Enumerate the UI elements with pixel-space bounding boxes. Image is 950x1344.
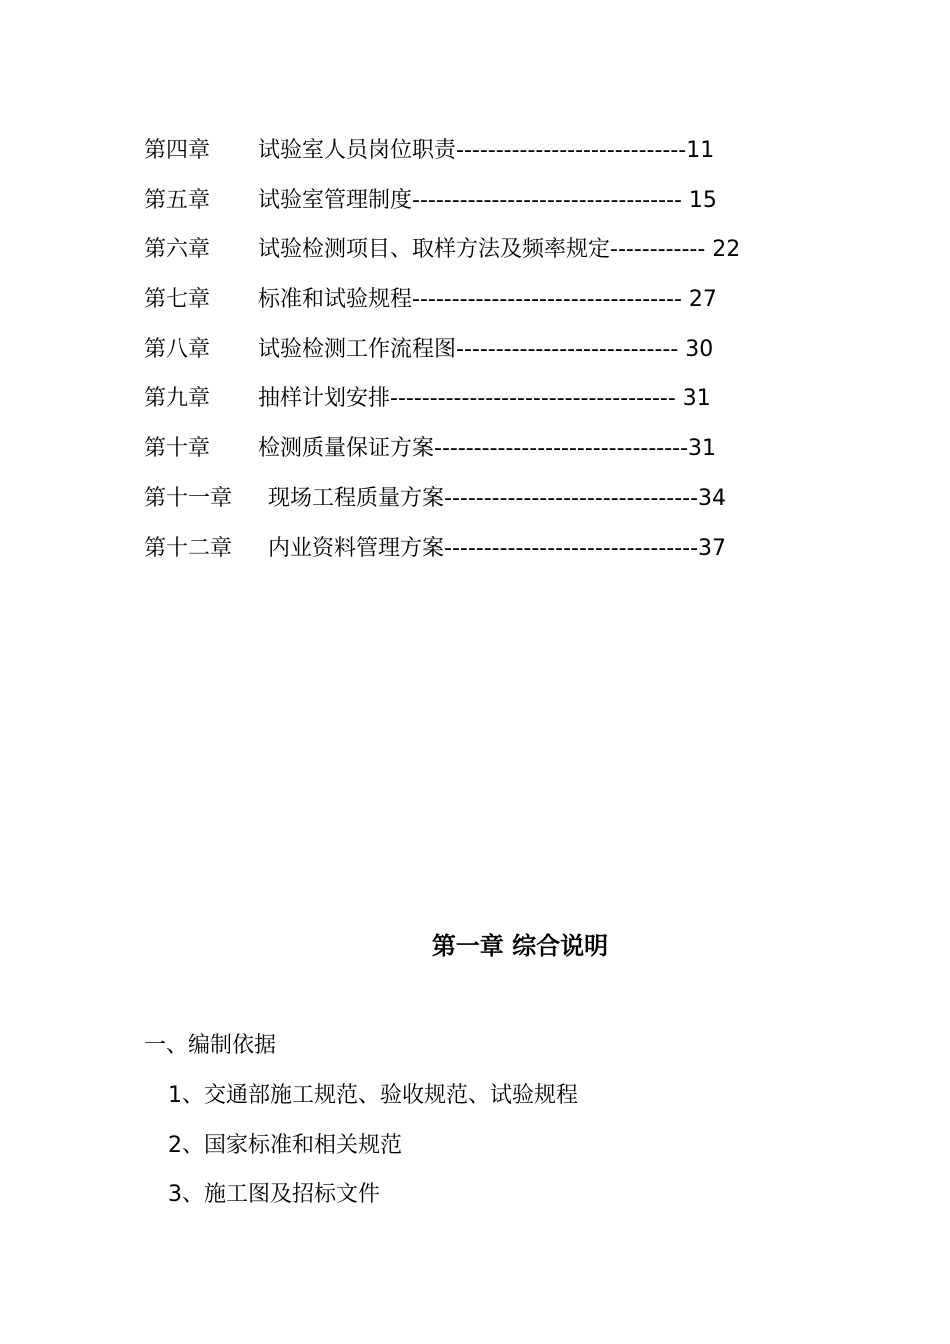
toc-leader: ------------------------------------ <box>390 386 683 412</box>
toc-chapter-number: 第六章 <box>144 237 211 263</box>
toc-chapter-title: 现场工程质量方案--------------------------------34 <box>268 485 727 511</box>
toc-chapter-number: 第十章 <box>144 436 211 462</box>
toc-chapter-title: 试验检测项目、取样方法及频率规定------------ 22 <box>258 237 741 263</box>
toc-chapter-number: 第四章 <box>144 138 211 163</box>
toc-entry[interactable] <box>144 382 844 432</box>
section-heading: 一、编制依据 <box>144 1033 277 1058</box>
toc-chapter-number: 第十二章 <box>144 535 233 561</box>
toc-entry[interactable] <box>144 532 844 582</box>
toc-page-number: 11 <box>686 138 715 163</box>
list-item: 3、施工图及招标文件 <box>168 1182 380 1207</box>
toc-leader: -------------------------------- <box>444 535 699 561</box>
toc-chapter-title: 试验室管理制度---------------------------------- 15 <box>258 187 717 213</box>
toc-entry[interactable] <box>144 184 844 234</box>
toc-chapter-number: 第八章 <box>144 336 211 362</box>
list-item: 2、国家标准和相关规范 <box>168 1132 402 1158</box>
toc-entry[interactable] <box>144 482 844 532</box>
toc-leader: ---------------------------------- <box>412 187 689 213</box>
toc-leader: -------------------------------- <box>434 436 689 462</box>
toc-page-number: 22 <box>712 237 741 263</box>
toc-chapter-number: 第九章 <box>144 386 211 412</box>
toc-leader: -------------------------------- <box>444 485 699 511</box>
toc-entry[interactable] <box>144 233 844 283</box>
toc-page-number: 15 <box>688 187 717 213</box>
toc-page-number: 30 <box>685 336 714 362</box>
toc-leader: ----------------------------- <box>456 138 687 163</box>
toc-leader: ---------------------------- <box>456 336 686 362</box>
toc-chapter-title: 标准和试验规程---------------------------------- 27 <box>258 287 717 313</box>
toc-page-number: 31 <box>688 436 717 462</box>
toc-chapter-title: 检测质量保证方案--------------------------------31 <box>258 436 717 462</box>
table-of-contents <box>144 134 844 581</box>
chapter-heading: 第一章 综合说明 <box>431 932 609 960</box>
toc-page-number: 37 <box>698 535 727 561</box>
toc-page-number: 31 <box>682 386 711 412</box>
list-item: 1、交通部施工规范、验收规范、试验规程 <box>168 1083 578 1108</box>
toc-chapter-title: 抽样计划安排------------------------------------ 31 <box>258 386 711 412</box>
toc-page-number: 34 <box>698 485 727 511</box>
toc-chapter-title: 试验室人员岗位职责-----------------------------11 <box>258 138 715 163</box>
toc-chapter-number: 第五章 <box>144 187 211 213</box>
toc-chapter-number: 第十一章 <box>144 485 233 511</box>
toc-chapter-title: 内业资料管理方案--------------------------------37 <box>268 535 727 561</box>
section-basis <box>144 1028 578 1227</box>
toc-entry[interactable] <box>144 283 844 333</box>
toc-entry[interactable] <box>144 432 844 482</box>
toc-leader: ------------ <box>610 237 713 263</box>
toc-entry[interactable] <box>144 134 844 184</box>
toc-entry[interactable] <box>144 333 844 383</box>
toc-leader: ---------------------------------- <box>412 287 689 313</box>
toc-chapter-title: 试验检测工作流程图---------------------------- 30 <box>258 336 714 362</box>
toc-page-number: 27 <box>688 287 717 313</box>
toc-chapter-number: 第七章 <box>144 287 211 313</box>
